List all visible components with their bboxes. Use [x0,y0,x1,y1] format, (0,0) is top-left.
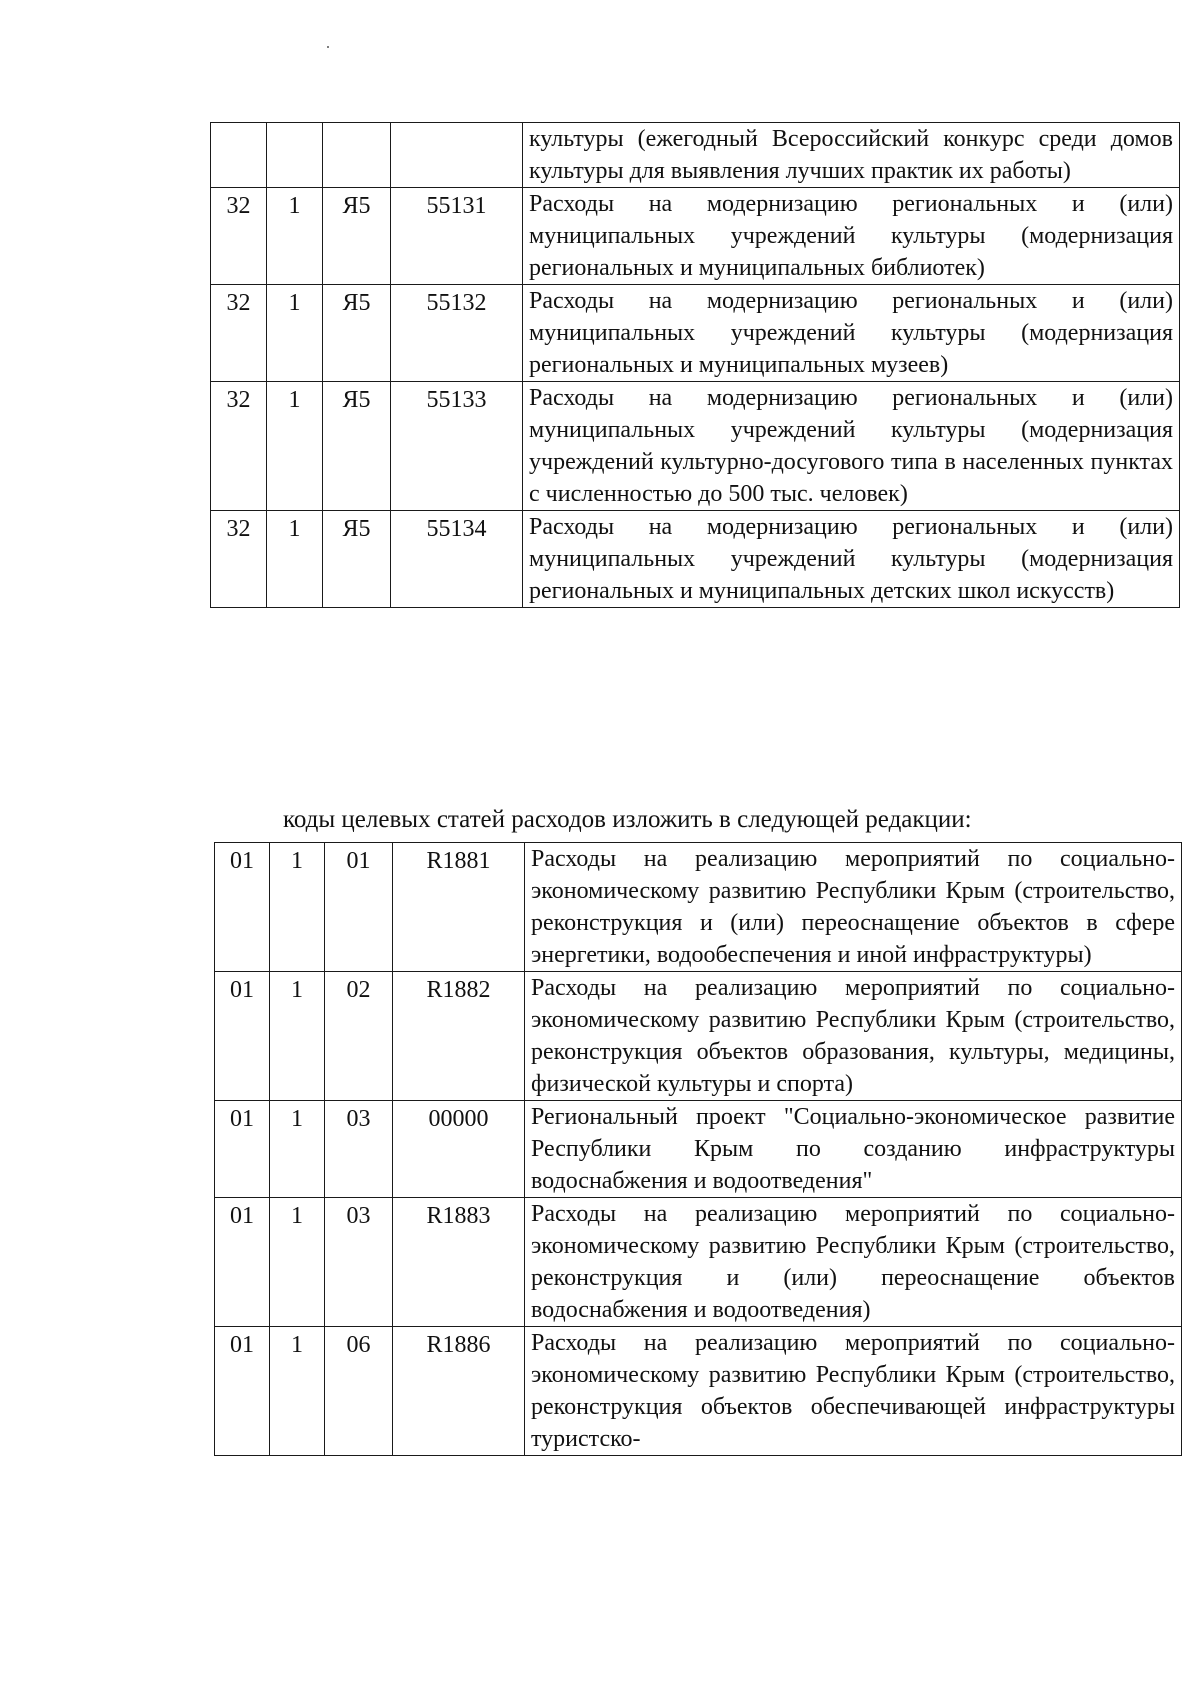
table-row [215,1198,1182,1327]
code-part-2: 1 [270,1198,325,1327]
code-part-1: 01 [215,972,270,1101]
code-part-4: 55131 [391,188,523,285]
expense-description: Расходы на реализацию мероприятий по социально-экономическому развитию Республики Крым (строительство, реконструкция и (или) переоснащение объектов в сфере энергетики, водообеспечения и иной инфраструктуры) [525,843,1182,972]
table-row [211,382,1180,511]
expense-description: Региональный проект "Социально-экономическое развитие Республики Крым по созданию инфраструктуры водоснабжения и водоотведения" [525,1101,1182,1198]
code-part-3: 03 [325,1198,393,1327]
code-part-1: 32 [211,511,267,608]
code-part-4: 55132 [391,285,523,382]
table-row [211,511,1180,608]
table-row [211,285,1180,382]
code-part-3: 02 [325,972,393,1101]
code-part-3: 01 [325,843,393,972]
code-part-4: R1882 [393,972,525,1101]
table-row [211,123,1180,188]
code-part-4: R1883 [393,1198,525,1327]
code-part-1: 01 [215,1327,270,1456]
table-row [211,188,1180,285]
code-part-1: 32 [211,382,267,511]
expense-description: Расходы на модернизацию региональных и (или) муниципальных учреждений культуры (модернизация учреждений культурно-досугового типа в населенных пунктах с численностью до 500 тыс. человек) [523,382,1180,511]
code-part-2: 1 [267,285,323,382]
code-part-1: 32 [211,188,267,285]
code-part-2: 1 [267,188,323,285]
code-part-4: R1881 [393,843,525,972]
code-part-2: 1 [267,382,323,511]
code-part-4: 55134 [391,511,523,608]
code-part-2: 1 [267,511,323,608]
expense-description: Расходы на реализацию мероприятий по социально-экономическому развитию Республики Крым (строительство, реконструкция и (или) переоснащение объектов водоснабжения и водоотведения) [525,1198,1182,1327]
expense-description: Расходы на реализацию мероприятий по социально-экономическому развитию Республики Крым (строительство, реконструкция объектов обеспечивающей инфраструктуры туристско- [525,1327,1182,1456]
code-part-1: 32 [211,285,267,382]
code-part-1: 01 [215,843,270,972]
code-part-2 [267,123,323,188]
code-part-2: 1 [270,843,325,972]
code-part-4 [391,123,523,188]
code-part-3: Я5 [323,382,391,511]
code-part-3: Я5 [323,511,391,608]
expense-description: культуры (ежегодный Всероссийский конкурс среди домов культуры для выявления лучших практик их работы) [523,123,1180,188]
code-part-4: 55133 [391,382,523,511]
table-row [215,972,1182,1101]
code-part-3: Я5 [323,188,391,285]
expense-description: Расходы на модернизацию региональных и (или) муниципальных учреждений культуры (модернизация региональных и муниципальных библиотек) [523,188,1180,285]
code-part-2: 1 [270,972,325,1101]
code-part-3: 03 [325,1101,393,1198]
code-part-3 [323,123,391,188]
code-part-4: R1886 [393,1327,525,1456]
table-row [215,1101,1182,1198]
budget-codes-table-1 [210,122,1180,608]
expense-description: Расходы на реализацию мероприятий по социально-экономическому развитию Республики Крым (строительство, реконструкция объектов образования, культуры, медицины, физической культуры и спорта) [525,972,1182,1101]
code-part-3: 06 [325,1327,393,1456]
scan-speck [327,46,329,48]
code-part-1: 01 [215,1101,270,1198]
table-row [215,1327,1182,1456]
intro-paragraph: коды целевых статей расходов изложить в следующей редакции: [283,806,972,833]
code-part-2: 1 [270,1327,325,1456]
expense-description: Расходы на модернизацию региональных и (или) муниципальных учреждений культуры (модернизация региональных и муниципальных детских школ искусств) [523,511,1180,608]
table-row [215,843,1182,972]
code-part-1 [211,123,267,188]
budget-codes-table-2 [214,842,1182,1456]
expense-description: Расходы на модернизацию региональных и (или) муниципальных учреждений культуры (модернизация региональных и муниципальных музеев) [523,285,1180,382]
code-part-3: Я5 [323,285,391,382]
code-part-2: 1 [270,1101,325,1198]
code-part-1: 01 [215,1198,270,1327]
code-part-4: 00000 [393,1101,525,1198]
